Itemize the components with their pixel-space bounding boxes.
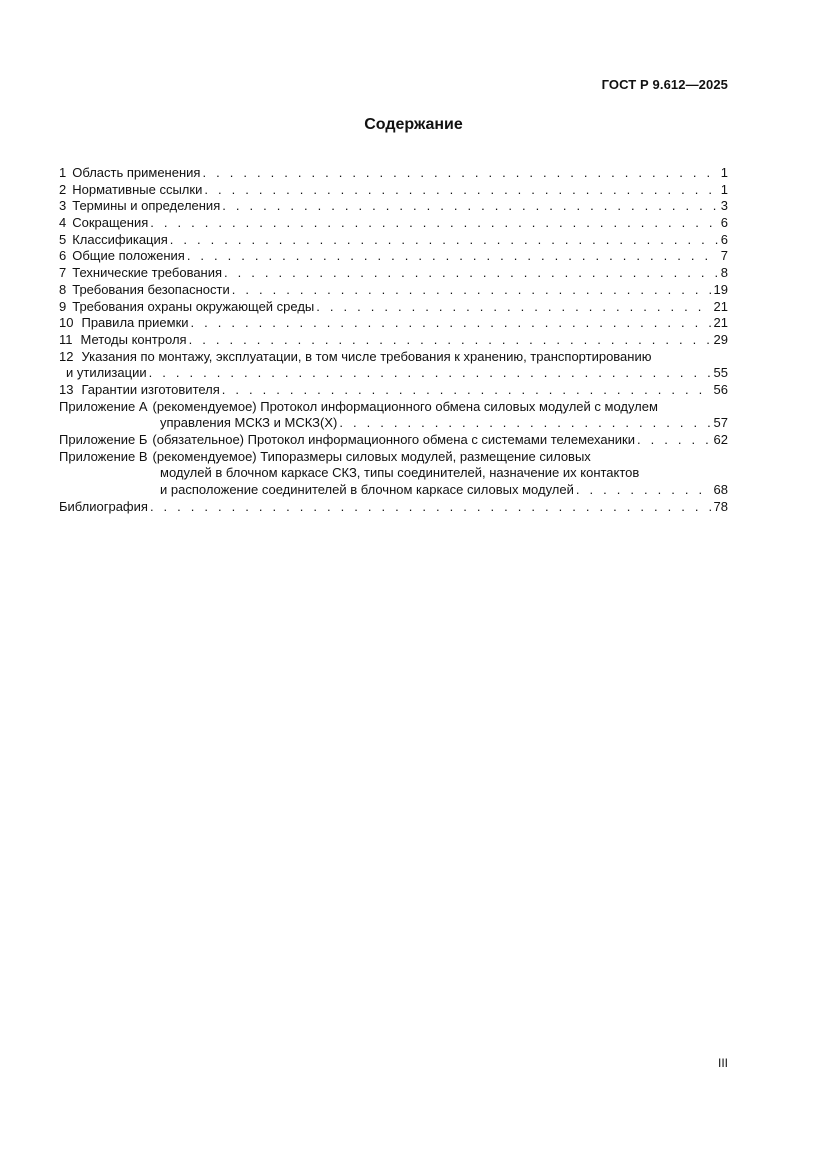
toc-entry-title: Классификация — [72, 231, 168, 247]
toc-entry-page: 62 — [713, 432, 728, 447]
toc-entry-page: 1 — [720, 165, 728, 180]
toc-entry[interactable] — [59, 432, 728, 449]
toc-entry-number: 9 — [59, 298, 67, 314]
toc-entry-line — [59, 215, 728, 232]
toc-dot-leader — [150, 215, 719, 232]
toc-entry-title: Нормативные ссылки — [72, 181, 203, 197]
toc-entry[interactable] — [59, 349, 728, 382]
toc-entry-title: Методы контроля — [80, 331, 187, 347]
toc-entry-title: Общие положения — [72, 248, 185, 264]
toc-entry-line — [59, 315, 728, 332]
table-of-contents — [59, 165, 728, 515]
toc-entry-line — [59, 198, 728, 215]
toc-entry-line — [59, 482, 728, 499]
toc-entry-number: Приложение Б — [59, 432, 148, 447]
toc-dot-leader — [316, 299, 711, 316]
toc-entry[interactable] — [59, 215, 728, 232]
toc-entry-page: 1 — [720, 181, 728, 197]
toc-entry-page: 8 — [720, 265, 728, 281]
toc-entry-page: 6 — [720, 231, 728, 247]
toc-entry-line — [59, 399, 728, 416]
toc-entry-title: (обязательное) Протокол информационного обмена с системами телемеханики — [152, 432, 635, 447]
toc-entry-number: 5 — [59, 231, 67, 247]
toc-entry-number: 6 — [59, 248, 67, 264]
toc-entry-page: 56 — [713, 381, 728, 397]
toc-entry-number: 4 — [59, 215, 67, 231]
toc-entry-title: Библиография — [59, 498, 148, 514]
toc-entry-line — [59, 349, 728, 366]
toc-entry-line — [59, 248, 728, 265]
toc-entry-number: Приложение А — [59, 398, 148, 414]
toc-entry-number: 7 — [59, 265, 67, 281]
toc-entry[interactable] — [59, 399, 728, 432]
toc-entry[interactable] — [59, 232, 728, 249]
toc-entry-title: Технические требования — [72, 265, 223, 281]
toc-dot-leader — [149, 365, 712, 382]
toc-entry[interactable] — [59, 299, 728, 316]
toc-entry-number: 2 — [59, 181, 67, 197]
toc-entry-line — [59, 499, 728, 516]
standard-code: ГОСТ Р 9.612—2025 — [601, 77, 728, 92]
toc-entry-title: Термины и определения — [72, 198, 221, 214]
toc-entry-line — [59, 265, 728, 282]
toc-entry-line — [59, 432, 728, 449]
toc-entry-page: 3 — [720, 198, 728, 214]
toc-dot-leader — [202, 165, 718, 182]
toc-entry-number: 3 — [59, 198, 67, 214]
toc-dot-leader — [204, 182, 718, 199]
toc-entry-title: (рекомендуемое) Протокол информационного обмена силовых модулей с модулем — [152, 398, 658, 414]
toc-entry-line — [59, 332, 728, 349]
toc-entry-title: Правила приемки — [81, 315, 189, 331]
toc-entry-page: 57 — [713, 415, 728, 431]
toc-entry-page: 55 — [713, 365, 728, 381]
toc-dot-leader — [637, 432, 712, 449]
toc-entry-title: и утилизации — [66, 365, 147, 381]
toc-entry-line — [59, 365, 728, 382]
toc-entry-title: Требования охраны окружающей среды — [72, 298, 315, 314]
toc-entry[interactable] — [59, 265, 728, 282]
toc-entry[interactable] — [59, 198, 728, 215]
toc-entry-number: Приложение В — [59, 448, 148, 464]
toc-entry-line — [59, 449, 728, 466]
toc-dot-leader — [222, 198, 719, 215]
toc-entry-title: модулей в блочном каркасе СКЗ, типы соединителей, назначение их контактов — [160, 465, 640, 481]
toc-entry[interactable] — [59, 499, 728, 516]
toc-entry-title: (рекомендуемое) Типоразмеры силовых модулей, размещение силовых — [152, 448, 591, 464]
toc-entry[interactable] — [59, 182, 728, 199]
toc-dot-leader — [222, 382, 712, 399]
toc-dot-leader — [232, 282, 712, 299]
toc-entry[interactable] — [59, 332, 728, 349]
toc-entry-line — [59, 415, 728, 432]
toc-dot-leader — [150, 499, 712, 516]
toc-entry-line — [59, 165, 728, 182]
toc-entry-number: 8 — [59, 281, 67, 297]
toc-entry-page: 21 — [713, 298, 728, 314]
toc-entry-line — [59, 299, 728, 316]
toc-entry-number: 1 — [59, 165, 67, 180]
toc-entry[interactable] — [59, 382, 728, 399]
toc-entry-number: 12 — [59, 348, 74, 364]
toc-entry-number: 11 — [59, 331, 73, 347]
toc-entry-title: Область применения — [72, 165, 201, 180]
toc-entry-title: управления МСКЗ и МСКЗ(Х) — [160, 415, 338, 431]
toc-entry[interactable] — [59, 315, 728, 332]
toc-entry-number: 13 — [59, 381, 74, 397]
toc-entry-title: Требования безопасности — [72, 281, 230, 297]
toc-entry-line — [59, 182, 728, 199]
toc-dot-leader — [576, 482, 712, 499]
toc-entry-page: 29 — [713, 331, 728, 347]
toc-entry-page: 21 — [713, 315, 728, 331]
toc-dot-leader — [170, 232, 719, 249]
toc-entry-title: Указания по монтажу, эксплуатации, в том числе требования к хранению, транспортированию — [81, 348, 652, 364]
toc-entry-page: 7 — [720, 248, 728, 264]
toc-dot-leader — [189, 332, 712, 349]
toc-dot-leader — [191, 315, 712, 332]
toc-dot-leader — [339, 415, 711, 432]
toc-entry-page: 78 — [713, 498, 728, 514]
toc-dot-leader — [187, 248, 719, 265]
toc-entry[interactable] — [59, 449, 728, 499]
toc-entry[interactable] — [59, 248, 728, 265]
toc-entry-title: Гарантии изготовителя — [81, 381, 220, 397]
toc-entry-title: и расположение соединителей в блочном каркасе силовых модулей — [160, 482, 574, 498]
toc-title: Содержание — [364, 116, 463, 133]
page-number: III — [717, 1056, 728, 1070]
toc-entry-page: 68 — [713, 482, 728, 498]
toc-entry-page: 6 — [720, 215, 728, 231]
toc-entry-line — [59, 232, 728, 249]
toc-entry-number: 10 — [59, 315, 74, 331]
toc-entry[interactable] — [59, 165, 728, 182]
toc-entry-title: Сокращения — [72, 215, 149, 231]
toc-entry-line — [59, 465, 728, 482]
toc-entry-line — [59, 382, 728, 399]
toc-entry[interactable] — [59, 282, 728, 299]
toc-entry-page: 19 — [713, 281, 728, 297]
toc-dot-leader — [224, 265, 719, 282]
toc-entry-line — [59, 282, 728, 299]
